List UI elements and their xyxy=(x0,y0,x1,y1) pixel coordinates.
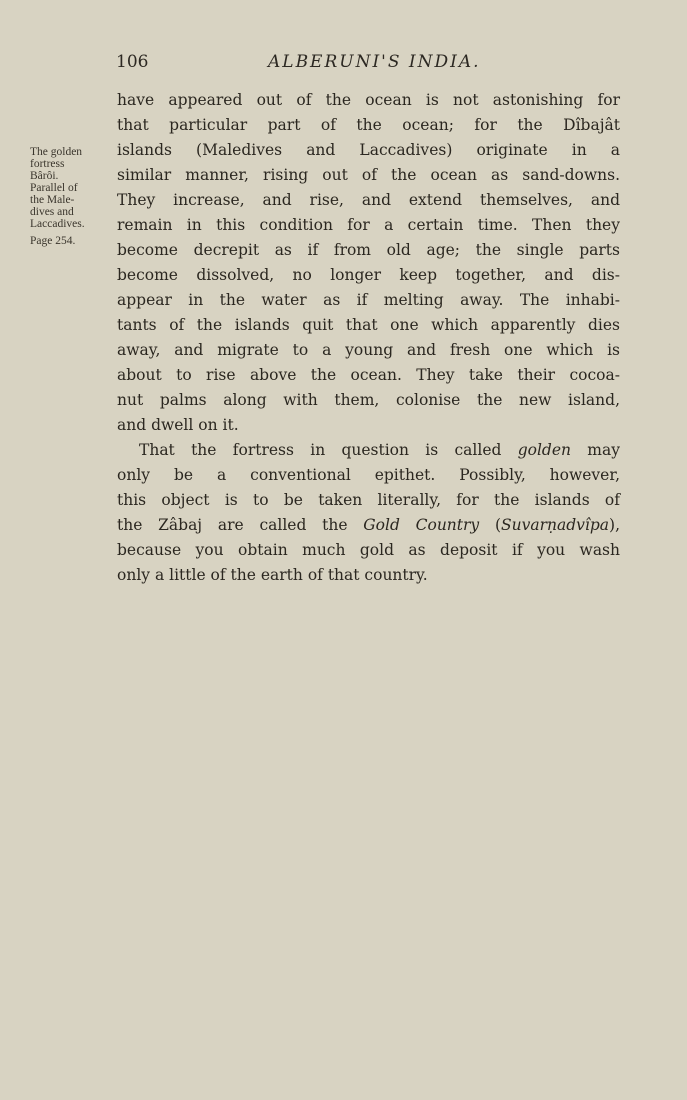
text-line: remain in this condition for a certain time. Then they xyxy=(117,216,620,234)
margin-note-line: dives and xyxy=(30,206,74,218)
text-line: become dissolved, no longer keep together, and dis- xyxy=(117,266,620,284)
text-line: have appeared out of the ocean is not astonishing for xyxy=(117,91,620,109)
margin-notes xyxy=(30,146,110,247)
margin-page-reference: Page 254. xyxy=(30,235,76,247)
margin-note-line: the Male- xyxy=(30,194,75,206)
text-line xyxy=(117,513,620,538)
italic-word: golden xyxy=(517,441,572,459)
text-line: only a little of the earth of that country. xyxy=(117,566,428,584)
running-title: ALBERUNI'S INDIA. xyxy=(268,52,481,72)
text-run: may xyxy=(571,441,620,459)
paragraph-2 xyxy=(117,438,620,588)
text-run: ( xyxy=(479,516,501,534)
text-line: away, and migrate to a young and fresh one which is xyxy=(117,341,620,359)
text-line: tants of the islands quit that one which apparently dies xyxy=(117,316,620,334)
italic-term: Suvarṇadvîpa xyxy=(501,516,610,534)
margin-note-line: fortress xyxy=(30,158,65,170)
text-line: only be a conventional epithet. Possibly, however, xyxy=(117,466,620,484)
margin-note-line: Laccadives. xyxy=(30,218,85,230)
text-run: the Zâbaj are called the xyxy=(117,516,364,534)
text-run: ), xyxy=(609,516,621,534)
text-line: about to rise above the ocean. They take their cocoa- xyxy=(117,366,620,384)
text-line: similar manner, rising out of the ocean as sand-downs. xyxy=(117,166,620,184)
text-line: because you obtain much gold as deposit if you wash xyxy=(117,541,620,559)
text-line: They increase, and rise, and extend themselves, and xyxy=(117,191,620,209)
text-line: appear in the water as if melting away. The inhabi- xyxy=(117,291,620,309)
running-head xyxy=(116,52,620,76)
text-line xyxy=(117,438,620,463)
margin-note-line: The golden xyxy=(30,146,83,158)
margin-note-line: Parallel of xyxy=(30,182,78,194)
text-run: That the fortress in question is called xyxy=(139,441,518,459)
text-line: become decrepit as if from old age; the single parts xyxy=(117,241,620,259)
text-line: and dwell on it. xyxy=(117,416,239,434)
italic-term: Gold Country xyxy=(363,516,480,534)
margin-note-line: Bârôi. xyxy=(30,170,59,182)
text-line: that particular part of the ocean; for the Dîbajât xyxy=(117,116,620,134)
text-line: islands (Maledives and Laccadives) originate in a xyxy=(117,141,620,159)
page-number: 106 xyxy=(116,52,149,72)
text-line: nut palms along with them, colonise the new island, xyxy=(117,391,620,409)
body-text xyxy=(117,88,620,588)
text-line: this object is to be taken literally, for the islands of xyxy=(117,491,620,509)
paragraph-1 xyxy=(117,88,620,438)
